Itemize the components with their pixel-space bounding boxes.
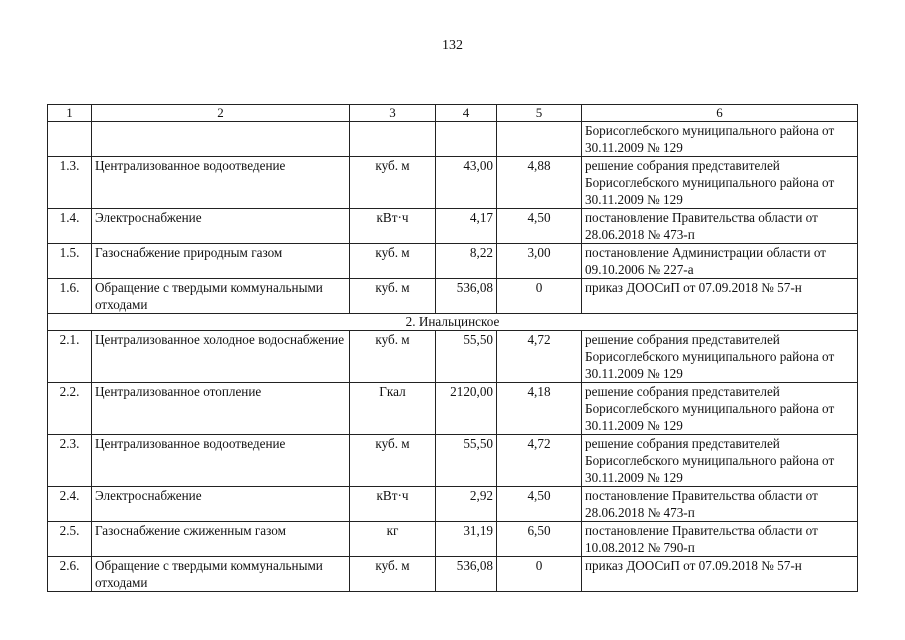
norm-cell: 4,18 — [497, 383, 582, 435]
table-row — [48, 435, 858, 487]
tariff-cell: 536,08 — [436, 279, 497, 314]
source-cell: постановление Администрации области от 09.10.2006 № 227-а — [582, 244, 858, 279]
row-number-cell: 2.6. — [48, 557, 92, 592]
source-cell: Борисоглебского муниципального района от 30.11.2009 № 129 — [582, 122, 858, 157]
norm-cell: 4,72 — [497, 435, 582, 487]
table-row — [48, 331, 858, 383]
source-cell: постановление Правительства области от 28.06.2018 № 473-п — [582, 209, 858, 244]
service-cell: Централизованное отопление — [92, 383, 350, 435]
table-row — [48, 209, 858, 244]
source-cell: решение собрания представителей Борисоглебского муниципального района от 30.11.2009 № 129 — [582, 383, 858, 435]
table-row — [48, 122, 858, 157]
tariff-table — [47, 104, 858, 592]
row-number-cell: 1.5. — [48, 244, 92, 279]
row-number-cell: 2.1. — [48, 331, 92, 383]
norm-cell: 4,88 — [497, 157, 582, 209]
unit-cell — [350, 122, 436, 157]
service-cell: Централизованное водоотведение — [92, 435, 350, 487]
unit-cell: кг — [350, 522, 436, 557]
row-number-cell: 2.5. — [48, 522, 92, 557]
unit-cell: куб. м — [350, 244, 436, 279]
service-cell — [92, 122, 350, 157]
table-row — [48, 557, 858, 592]
source-cell: постановление Правительства области от 28.06.2018 № 473-п — [582, 487, 858, 522]
tariff-cell: 536,08 — [436, 557, 497, 592]
source-cell: приказ ДООСиП от 07.09.2018 № 57-н — [582, 557, 858, 592]
norm-cell: 6,50 — [497, 522, 582, 557]
tariff-cell: 55,50 — [436, 331, 497, 383]
norm-cell: 4,50 — [497, 487, 582, 522]
service-cell: Обращение с твердыми коммунальными отходами — [92, 279, 350, 314]
unit-cell: куб. м — [350, 557, 436, 592]
table-row — [48, 279, 858, 314]
table-row — [48, 244, 858, 279]
row-number-cell: 2.2. — [48, 383, 92, 435]
tariff-cell: 55,50 — [436, 435, 497, 487]
section-row — [48, 314, 858, 331]
service-cell: Электроснабжение — [92, 209, 350, 244]
header-cell: 4 — [436, 105, 497, 122]
row-number-cell: 1.6. — [48, 279, 92, 314]
service-cell: Газоснабжение природным газом — [92, 244, 350, 279]
unit-cell: куб. м — [350, 157, 436, 209]
tariff-cell: 2,92 — [436, 487, 497, 522]
tariff-cell — [436, 122, 497, 157]
header-cell: 6 — [582, 105, 858, 122]
source-cell: приказ ДООСиП от 07.09.2018 № 57-н — [582, 279, 858, 314]
page-number: 132 — [442, 38, 463, 53]
tariff-cell: 8,22 — [436, 244, 497, 279]
row-number-cell: 1.4. — [48, 209, 92, 244]
source-cell: решение собрания представителей Борисоглебского муниципального района от 30.11.2009 № 129 — [582, 157, 858, 209]
norm-cell: 0 — [497, 279, 582, 314]
header-cell: 5 — [497, 105, 582, 122]
unit-cell: кВт·ч — [350, 487, 436, 522]
tariff-cell: 2120,00 — [436, 383, 497, 435]
section-title: 2. Инальцинское — [48, 314, 858, 331]
norm-cell: 4,50 — [497, 209, 582, 244]
tariff-cell: 31,19 — [436, 522, 497, 557]
norm-cell — [497, 122, 582, 157]
norm-cell: 4,72 — [497, 331, 582, 383]
table-row — [48, 487, 858, 522]
table-header-row — [48, 105, 858, 122]
table-row — [48, 383, 858, 435]
unit-cell: Гкал — [350, 383, 436, 435]
service-cell: Газоснабжение сжиженным газом — [92, 522, 350, 557]
service-cell: Централизованное водоотведение — [92, 157, 350, 209]
tariff-cell: 4,17 — [436, 209, 497, 244]
service-cell: Электроснабжение — [92, 487, 350, 522]
table-row — [48, 522, 858, 557]
row-number-cell: 2.4. — [48, 487, 92, 522]
row-number-cell — [48, 122, 92, 157]
norm-cell: 0 — [497, 557, 582, 592]
table-row — [48, 157, 858, 209]
source-cell: решение собрания представителей Борисоглебского муниципального района от 30.11.2009 № 129 — [582, 331, 858, 383]
header-cell: 3 — [350, 105, 436, 122]
unit-cell: куб. м — [350, 331, 436, 383]
row-number-cell: 1.3. — [48, 157, 92, 209]
source-cell: решение собрания представителей Борисоглебского муниципального района от 30.11.2009 № 129 — [582, 435, 858, 487]
table-body — [48, 105, 858, 592]
unit-cell: куб. м — [350, 279, 436, 314]
norm-cell: 3,00 — [497, 244, 582, 279]
unit-cell: кВт·ч — [350, 209, 436, 244]
tariff-cell: 43,00 — [436, 157, 497, 209]
header-cell: 2 — [92, 105, 350, 122]
service-cell: Обращение с твердыми коммунальными отходами — [92, 557, 350, 592]
service-cell: Централизованное холодное водоснабжение — [92, 331, 350, 383]
unit-cell: куб. м — [350, 435, 436, 487]
row-number-cell: 2.3. — [48, 435, 92, 487]
source-cell: постановление Правительства области от 10.08.2012 № 790-п — [582, 522, 858, 557]
header-cell: 1 — [48, 105, 92, 122]
